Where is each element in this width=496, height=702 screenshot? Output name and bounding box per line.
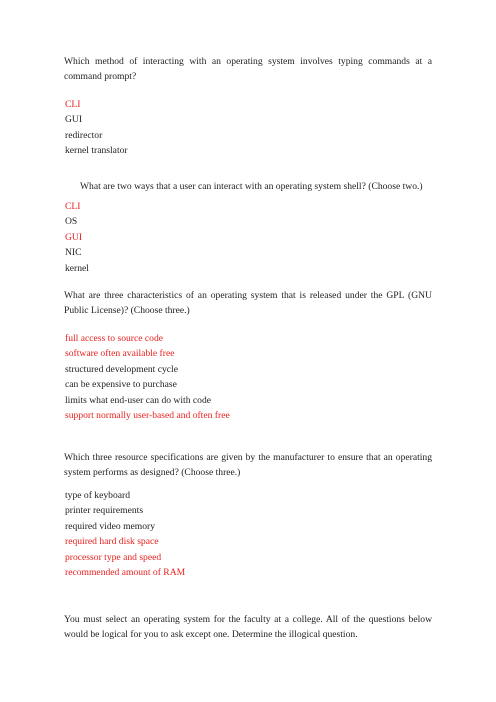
- option-2-4: NIC: [65, 247, 82, 259]
- option-2-1: CLI: [65, 201, 81, 212]
- option-1-3: redirector: [65, 129, 103, 141]
- question-5-text: You must select an operating system for the faculty at a college. All of the questions below would be logical for you to ask except one. Determine the illogical question.: [64, 614, 432, 640]
- option-3-6: support normally user-based and often free: [65, 409, 230, 421]
- question-1-text: Which method of interacting with an operating system involves typing commands at a command prompt?: [64, 56, 432, 82]
- option-1-1: CLI: [65, 99, 81, 110]
- option-4-6: recommended amount of RAM: [65, 566, 186, 578]
- question-2-options: [65, 199, 425, 276]
- question-3-options: [65, 331, 425, 423]
- option-2-3: GUI: [65, 231, 83, 243]
- option-4-4: required hard disk space: [65, 536, 159, 548]
- option-1-4: kernel translator: [65, 145, 128, 157]
- option-4-5: processor type and speed: [65, 551, 162, 563]
- option-4-3: required video memory: [65, 520, 156, 532]
- option-4-1: type of keyboard: [65, 490, 131, 501]
- option-3-5: limits what end-user can do with code: [65, 394, 212, 406]
- question-3-text: What are three characteristics of an operating system that is released under the GPL (GNU Public License)? (Choose three.): [64, 290, 432, 316]
- option-3-1: full access to source code: [65, 333, 164, 344]
- question-1-options: [65, 97, 425, 159]
- option-4-2: printer requirements: [65, 505, 144, 517]
- question-4-text: Which three resource specifications are given by the manufacturer to ensure that an operating system performs as designed? (Choose three.): [64, 452, 432, 478]
- option-3-3: structured development cycle: [65, 363, 178, 375]
- option-1-2: GUI: [65, 114, 83, 126]
- option-2-5: kernel: [65, 262, 89, 274]
- question-4-options: [65, 488, 425, 580]
- option-2-2: OS: [65, 216, 78, 228]
- option-3-2: software often available free: [65, 348, 175, 360]
- option-3-4: can be expensive to purchase: [65, 379, 177, 391]
- question-2-text: What are two ways that a user can interact with an operating system shell? (Choose two.): [80, 181, 423, 192]
